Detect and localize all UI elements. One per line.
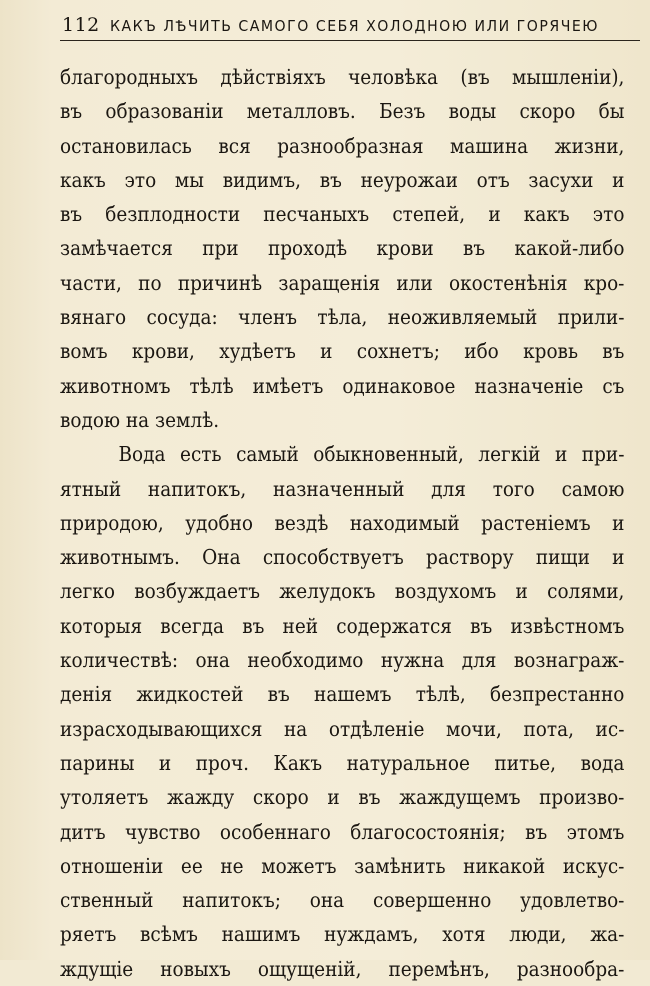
- text-line: благородныхъ дѣйствіяхъ человѣка (въ мышленіи),: [60, 65, 625, 89]
- text-line: израсходывающихся на отдѣленіе мочи, пота, ис-: [60, 716, 625, 741]
- text-line: легко возбуждаетъ желудокъ воздухомъ и солями,: [60, 579, 625, 604]
- text-line: парины и проч. Какъ натуральное питье, вода: [60, 750, 625, 775]
- text-line: которыя всегда въ ней содержатся въ извѣстномъ: [60, 613, 625, 638]
- text-line: вянаго сосуда: членъ тѣла, неоживляемый прили-: [60, 305, 625, 330]
- text-line: водою на землѣ.: [60, 407, 220, 432]
- body-text: [60, 60, 625, 986]
- text-line: природою, удобно вездѣ находимый растеніемъ и: [60, 510, 625, 535]
- text-line: животномъ тѣлѣ имѣетъ одинаковое назначеніе съ: [60, 373, 625, 398]
- text-line: замѣчается при проходѣ крови въ какой-либо: [60, 236, 625, 261]
- text-line: остановилась вся разнообразная машина жизни,: [60, 133, 625, 158]
- text-line: вомъ крови, худѣетъ и сохнетъ; ибо кровь въ: [60, 339, 625, 364]
- text-line: ятный напитокъ, назначенный для того самою: [60, 476, 625, 501]
- text-line: въ образованіи металловъ. Безъ воды скоро бы: [60, 99, 625, 124]
- text-line: дитъ чувство особеннаго благосостоянія; въ этомъ: [60, 819, 625, 844]
- text-line: отношеніи ее не можетъ замѣнить никакой искус-: [60, 853, 625, 878]
- header-rule: [60, 40, 640, 41]
- text-line: какъ это мы видимъ, въ неурожаи отъ засухи и: [60, 167, 625, 192]
- text-line: утоляетъ жажду скоро и въ жаждущемъ произво-: [60, 785, 625, 810]
- text-line: ждущіе новыхъ ощущеній, перемѣнъ, разнообра-: [60, 956, 625, 981]
- running-title: КАКЪ ЛѢЧИТЬ САМОГО СЕБЯ ХОЛОДНОЮ ИЛИ ГОРЯЧЕЮ: [109, 17, 599, 35]
- running-head: [62, 14, 636, 42]
- text-line: въ безплодности песчаныхъ степей, и какъ это: [60, 202, 625, 227]
- page-number: 112: [62, 14, 100, 36]
- text-line: ряетъ всѣмъ нашимъ нуждамъ, хотя люди, жа-: [60, 922, 625, 947]
- text-line: ственный напитокъ; она совершенно удовлетво-: [60, 888, 625, 913]
- text-line: количествѣ: она необходимо нужна для вознаграж-: [60, 648, 625, 673]
- text-line: денія жидкостей въ нашемъ тѣлѣ, безпрестанно: [60, 682, 625, 707]
- text-line: животнымъ. Она способствуетъ раствору пищи и: [60, 545, 625, 570]
- text-line: Вода есть самый обыкновенный, легкій и при-: [118, 442, 625, 467]
- text-line: части, по причинѣ заращенія или окостенѣнія кро-: [60, 270, 625, 295]
